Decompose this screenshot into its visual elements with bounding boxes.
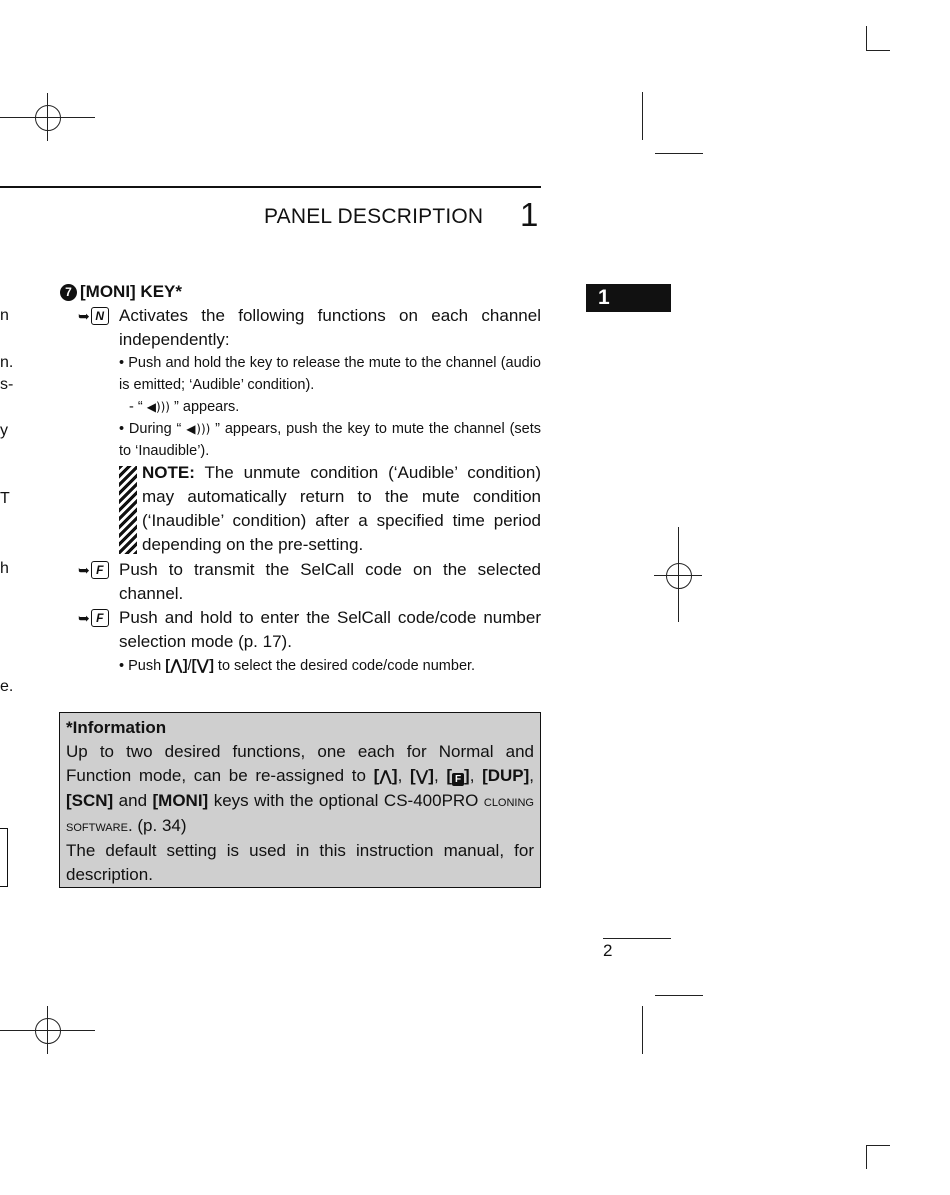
entry-marker xyxy=(78,304,109,328)
entry-marker xyxy=(78,558,109,582)
note-block xyxy=(119,461,541,557)
header-rule xyxy=(0,186,541,188)
arrow-icon: ➥ xyxy=(78,562,90,578)
speaker-icon: ◀))) xyxy=(186,422,211,436)
bullet-item: • Push and hold the key to release the mute to the channel (audio is emitted; ‘Audible’ condition). xyxy=(119,355,541,393)
function-key-icon: [ F ] xyxy=(446,766,470,786)
down-key-icon: [⋁] xyxy=(191,656,214,674)
information-note: The default setting is used in this instruction manual, for description. xyxy=(66,841,534,885)
entry-text: Push and hold to enter the SelCall code/code number selection mode (p. 17). xyxy=(119,608,541,651)
entry-marker xyxy=(78,606,109,630)
up-key-icon: [⋀] xyxy=(165,656,188,674)
information-heading: *Information xyxy=(66,718,167,737)
up-key-icon: [⋀] xyxy=(373,766,398,786)
note-label: NOTE: xyxy=(142,463,195,482)
speaker-icon: ◀))) xyxy=(146,400,170,414)
bullet-subitem: - “ ◀))) ” appears. xyxy=(129,399,240,415)
bullet-item: • Push [⋀]/[⋁] to select the desired code/code number. xyxy=(119,656,476,674)
item-heading xyxy=(60,282,182,302)
page-title: PANEL DESCRIPTION xyxy=(264,205,484,228)
page-number: 2 xyxy=(603,941,613,960)
circled-number-icon: 7 xyxy=(60,284,77,301)
chapter-number: 1 xyxy=(520,196,539,233)
note-text: NOTE: The unmute condition (‘Audible’ condition) may automatically return to the mute condition (‘Inaudible’ condition) after a specified time period depending on the pre-setting. xyxy=(142,463,541,554)
left-edge-box xyxy=(0,828,8,887)
entry-normal-mode xyxy=(78,304,541,352)
arrow-icon: ➥ xyxy=(78,610,90,626)
function-mode-icon: F xyxy=(91,609,109,627)
down-key-icon: [⋁] xyxy=(409,766,434,786)
bullet-item: • During “ ◀))) ” appears, push the key to mute the channel (sets to ‘Inaudible’). xyxy=(119,421,541,459)
entry-text: Activates the following functions on each channel independently: xyxy=(119,306,541,349)
information-box xyxy=(59,712,541,888)
entry-text: Push to transmit the SelCall code on the selected channel. xyxy=(119,560,541,603)
entry-function-mode xyxy=(78,558,541,606)
page-number-rule xyxy=(603,938,671,939)
item-title: [MONI] KEY* xyxy=(80,282,182,301)
arrow-icon: ➥ xyxy=(78,308,90,324)
normal-mode-icon: N xyxy=(91,307,109,325)
entry-function-mode-hold xyxy=(78,606,541,654)
note-hatch-icon xyxy=(119,466,137,554)
information-body: Up to two desired functions, one each for Normal and Function mode, can be re-assigned to [⋀], [⋁], [ F ], [DUP], [SCN] and [MONI] keys with the optional CS-400PRO cloning software. (p. 34) xyxy=(66,742,535,835)
chapter-tab: 1 xyxy=(586,284,671,312)
function-mode-icon: F xyxy=(91,561,109,579)
